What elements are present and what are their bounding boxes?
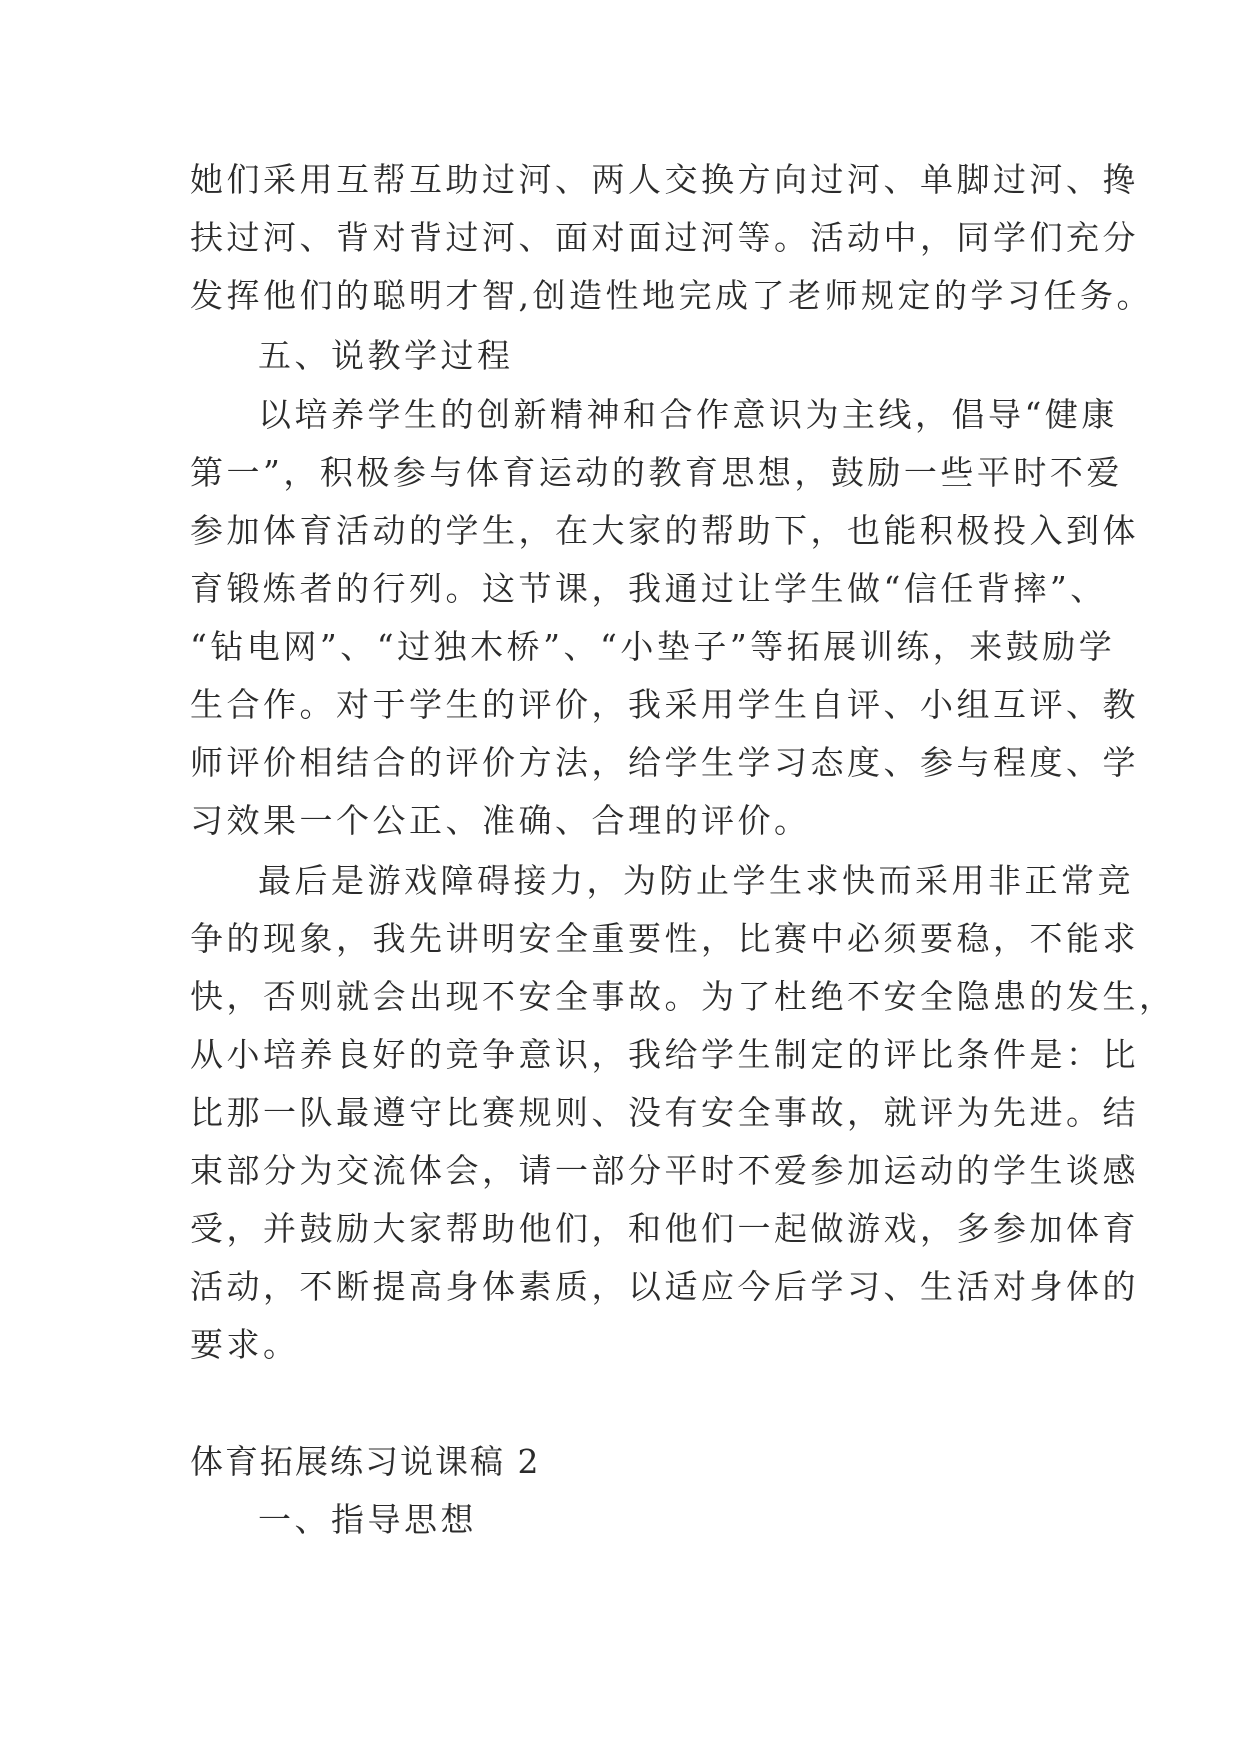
paragraph-line: 她们采用互帮互助过河、两人交换方向过河、单脚过河、搀 (190, 160, 1139, 199)
section-heading: 五、说教学过程 (258, 336, 514, 375)
paragraph-line: 受，并鼓励大家帮助他们，和他们一起做游戏，多参加体育 (190, 1209, 1139, 1248)
paragraph-line: 要求。 (190, 1325, 300, 1364)
paragraph-line: 从小培养良好的竞争意识，我给学生制定的评比条件是：比 (190, 1035, 1139, 1074)
paragraph-line: 生合作。对于学生的评价，我采用学生自评、小组互评、教 (190, 685, 1139, 724)
paragraph-line: 快，否则就会出现不安全事故。为了杜绝不安全隐患的发生， (190, 977, 1176, 1016)
paragraph-line: “钻电网”、“过独木桥”、“小垫子”等拓展训练，来鼓励学 (190, 627, 1116, 666)
paragraph-line: 以培养学生的创新精神和合作意识为主线，倡导“健康 (258, 395, 1118, 434)
paragraph-line: 束部分为交流体会，请一部分平时不爱参加运动的学生谈感 (190, 1151, 1139, 1190)
paragraph-line: 参加体育活动的学生，在大家的帮助下，也能积极投入到体 (190, 511, 1139, 550)
paragraph-line: 争的现象，我先讲明安全重要性，比赛中必须要稳，不能求 (190, 919, 1139, 958)
paragraph-line: 师评价相结合的评价方法，给学生学习态度、参与程度、学 (190, 743, 1139, 782)
section-heading: 一、指导思想 (258, 1500, 477, 1539)
paragraph-line: 习效果一个公正、准确、合理的评价。 (190, 801, 811, 840)
paragraph-line: 比那一队最遵守比赛规则、没有安全事故，就评为先进。结 (190, 1093, 1139, 1132)
paragraph-line: 育锻炼者的行列。这节课，我通过让学生做“信任背摔”、 (190, 569, 1107, 608)
paragraph-line: 第一”，积极参与体育运动的教育思想，鼓励一些平时不爱 (190, 453, 1123, 492)
document-title: 体育拓展练习说课稿 2 (190, 1442, 541, 1481)
paragraph-line: 活动，不断提高身体素质，以适应今后学习、生活对身体的 (190, 1267, 1139, 1306)
paragraph-line: 扶过河、背对背过河、面对面过河等。活动中，同学们充分 (190, 218, 1139, 257)
paragraph-line: 发挥他们的聪明才智,创造性地完成了老师规定的学习任务。 (190, 276, 1153, 315)
paragraph-line: 最后是游戏障碍接力，为防止学生求快而采用非正常竞 (258, 861, 1134, 900)
